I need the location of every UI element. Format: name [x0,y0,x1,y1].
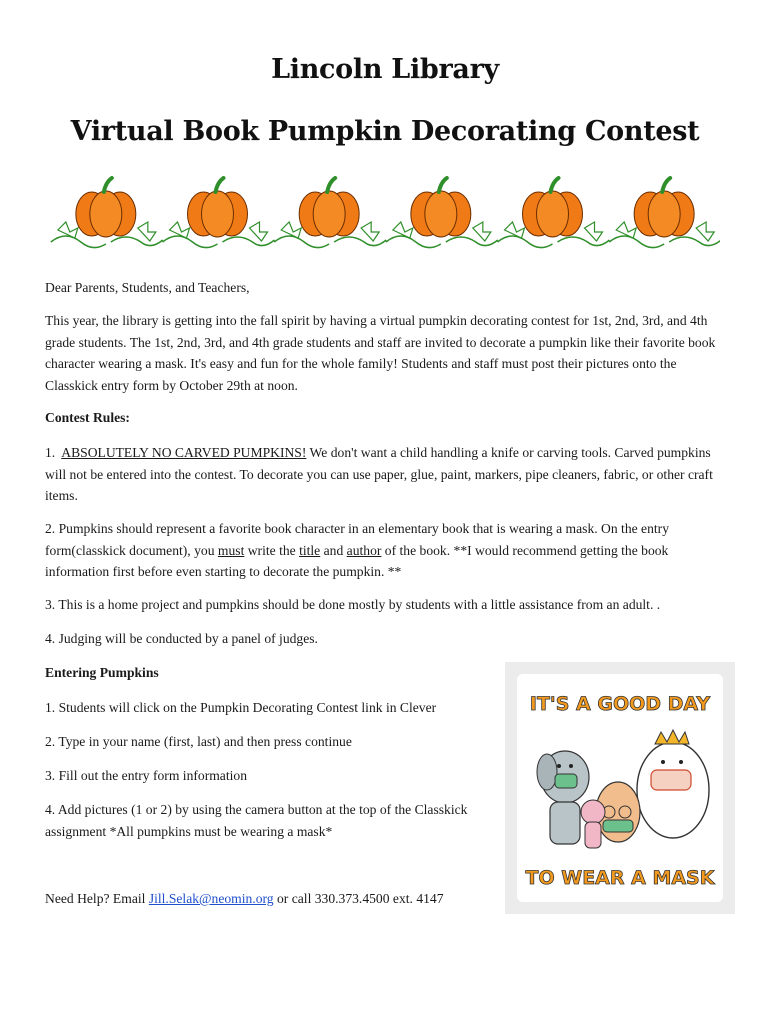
entering-step-4: 4. Add pictures (1 or 2) by using the camera button at the top of the Classkick assignment *All pumpkins must be wearing a mask* [45,802,468,839]
rule-1-number: 1. [45,445,56,460]
rule-2-text-a: 2. Pumpkins should represent a favorite book character in an elementary book that is wearing a mask. On the entry form(classkick document), you [45,521,669,558]
rule-1 [45,442,730,507]
pumpkin-icon [609,178,720,248]
rule-2-must: must [217,542,245,558]
rule-1-emphasis: ABSOLUTELY NO CARVED PUMPKINS! [61,445,307,460]
entering-step-1: 1. Students will click on the Pumpkin Decorating Contest link in Clever [45,700,437,715]
rule-2 [45,518,730,583]
rule-2-text-b: write the [244,542,300,558]
sticker-line-1: IT'S A GOOD DAY [529,693,711,715]
entering-step-3: 3. Fill out the entry form information [45,768,247,783]
contest-title: Virtual Book Pumpkin Decorating Contest [70,116,700,147]
intro-paragraph: This year, the library is getting into the fall spirit by having a virtual pumpkin decorating contest for 1st, 2nd, 3rd, and 4th grade students. The 1st, 2nd, 3rd, and 4th grade students and staff are invited to decorate a pumpkin like their favorite book character wearing a mask. It's easy and fun for the whole family! Students and staff must post their pictures onto the Classkick entry form by October 29th at noon. [45,313,716,393]
pumpkin-icon [498,178,610,248]
help-email-link[interactable]: Jill.Selak@neomin.org [148,891,274,906]
rule-2-text-c: and [320,542,347,558]
rules-heading: Contest Rules: [45,410,130,425]
rule-2-title: title [299,542,321,558]
entering-step-2: 2. Type in your name (first, last) and then press continue [45,734,352,749]
pumpkin-icon [163,178,275,248]
rule-1-text: We don't want a child handling a knife or carving tools. Carved pumpkins will not be entered into the contest. To decorate you can use paper, glue, paint, markers, pipe cleaners, fabric, or other craft items. [45,445,713,503]
entering-heading: Entering Pumpkins [45,665,159,680]
rule-2-text-d: of the book. **I would recommend getting the book information first before even starting to decorate the pumpkin. ** [45,542,669,579]
mask-sticker-image [505,662,735,914]
help-suffix: or call 330.373.4500 ext. 4147 [273,891,444,906]
pumpkin-border [50,170,720,258]
rule-4: 4. Judging will be conducted by a panel of judges. [45,631,318,646]
mask-illustration [505,662,735,914]
rule-2-author: author [346,542,382,558]
pumpkin-icon [274,178,386,248]
pumpkin-icon [386,178,498,248]
pumpkin-icon [51,178,163,248]
greeting: Dear Parents, Students, and Teachers, [45,280,250,295]
library-title: Lincoln Library [271,54,499,85]
sticker-line-2: TO WEAR A MASK [525,867,715,889]
help-prefix: Need Help? Email [45,891,149,906]
rule-3: 3. This is a home project and pumpkins should be done mostly by students with a little assistance from an adult. . [45,597,661,612]
